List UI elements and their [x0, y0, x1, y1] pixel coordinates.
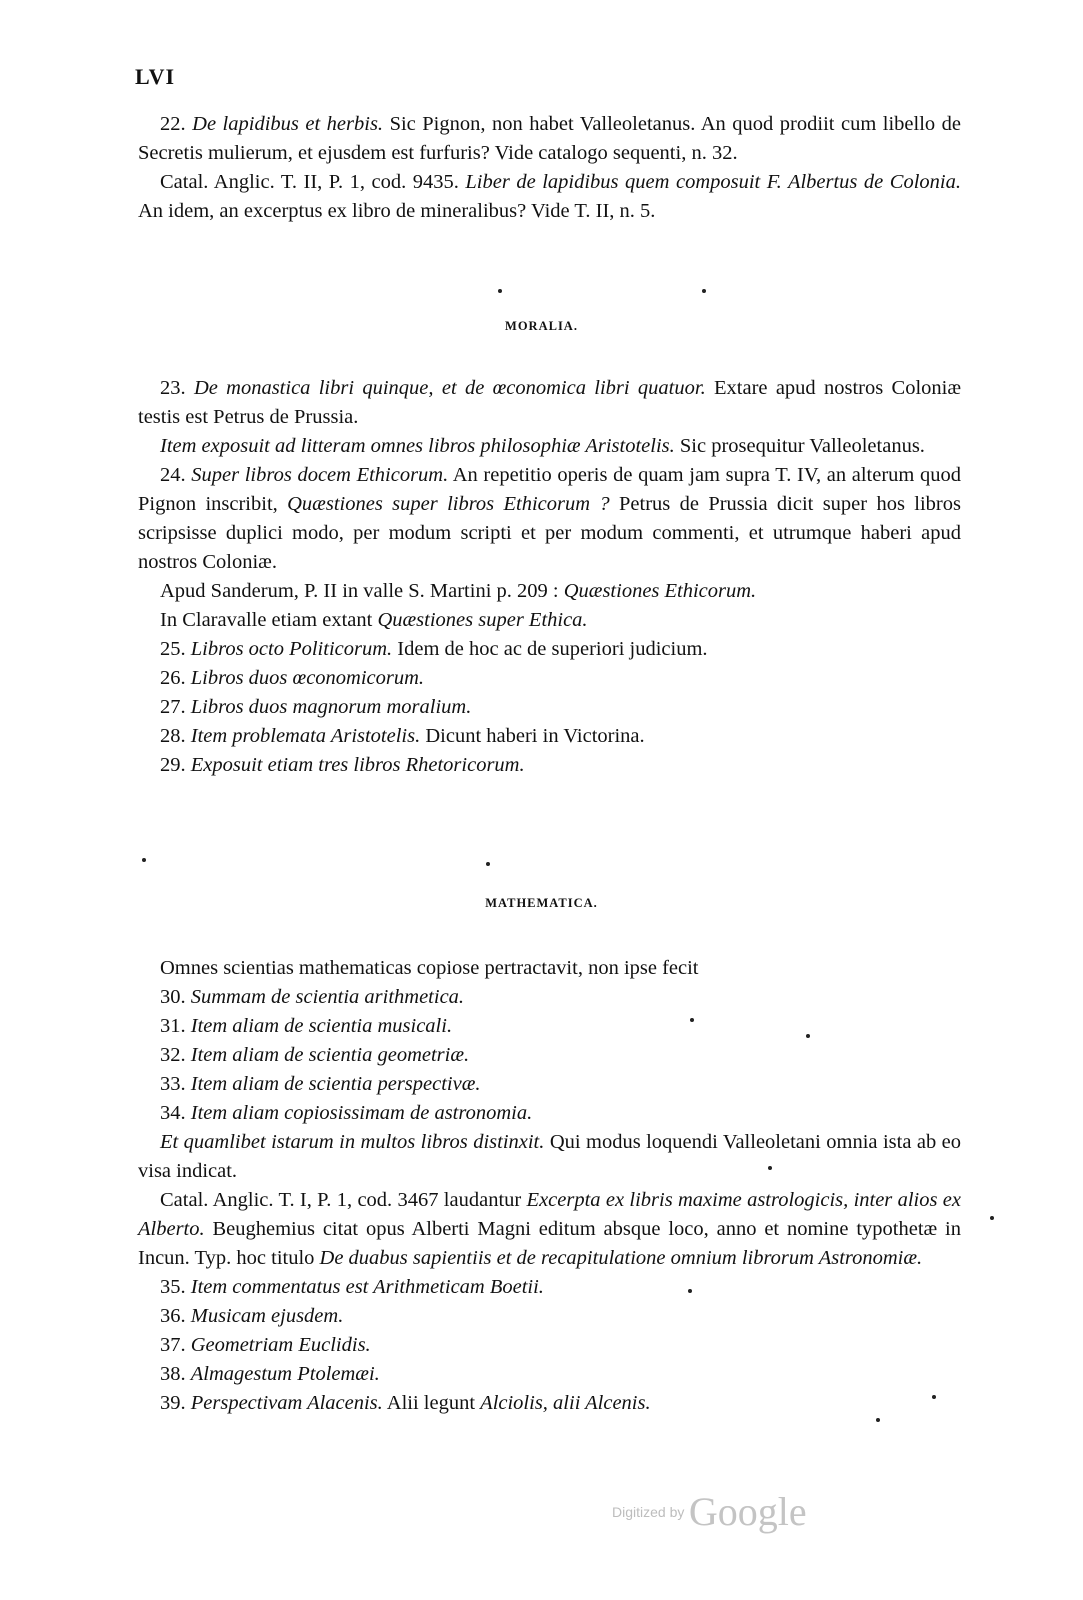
entry-26: 26. Libros duos œconomicorum.	[160, 667, 425, 689]
entry-28: 28. Item problemata Aristotelis. Dicunt haberi in Victorina.	[160, 725, 645, 747]
entry-39: 39. Perspectivam Alacenis. Alii legunt Alciolis, alii Alcenis.	[160, 1392, 651, 1414]
google-logo: Google	[688, 1489, 807, 1534]
catal-anglic-note-1: Catal. Anglic. T. II, P. 1, cod. 9435. Liber de lapidibus quem composuit F. Albertus de Colonia. An idem, an excerptus ex libro de mineralibus? Vide T. II, n. 5.	[138, 171, 961, 222]
section-heading-moralia: MORALIA.	[505, 319, 578, 333]
mathematica-block	[138, 954, 961, 1418]
scan-speck	[498, 289, 502, 293]
claravalle-note: In Claravalle etiam extant Quæstiones super Ethica.	[160, 609, 588, 631]
digitized-by-google-watermark	[612, 1488, 807, 1535]
entry-22: 22. De lapidibus et herbis. Sic Pignon, non habet Valleoletanus. An quod prodiit cum libello de Secretis mulierum, et ejusdem est furfuris? Vide catalogo sequenti, n. 32.	[138, 113, 962, 164]
entry-37: 37. Geometriam Euclidis.	[160, 1334, 371, 1356]
scan-speck	[486, 862, 490, 866]
catal-anglic-note-2: Catal. Anglic. T. I, P. 1, cod. 3467 laudantur Excerpta ex libris maxime astrologicis, inter alios ex Alberto. Beughemius citat opus Alberti Magni editum absque loco, anno et nomine typothetæ in Incun. Typ. hoc titulo De duabus sapientiis et de recapitulatione omnium librorum Astronomiæ.	[138, 1189, 961, 1269]
sanderum-note: Apud Sanderum, P. II in valle S. Martini p. 209 : Quæstiones Ethicorum.	[160, 580, 757, 602]
page-number: LVI	[135, 64, 176, 89]
section-heading-mathematica: MATHEMATICA.	[485, 896, 598, 910]
entry-23: 23. De monastica libri quinque, et de œconomica libri quatuor. Extare apud nostros Coloniæ testis est Petrus de Prussia.	[138, 377, 962, 428]
entry-25: 25. Libros octo Politicorum. Idem de hoc ac de superiori judicium.	[160, 638, 708, 660]
entry-34: 34. Item aliam copiosissimam de astronomia.	[160, 1102, 533, 1124]
scan-speck	[932, 1395, 936, 1399]
entry-38: 38. Almagestum Ptolemæi.	[160, 1363, 380, 1385]
digitized-label: Digitized by	[612, 1504, 685, 1520]
scan-speck	[690, 1018, 694, 1022]
scan-speck	[876, 1418, 880, 1422]
scan-speck	[142, 858, 146, 862]
entry-33: 33. Item aliam de scientia perspectivæ.	[160, 1073, 481, 1095]
mathematica-intro: Omnes scientias mathematicas copiose pertractavit, non ipse fecit	[160, 957, 699, 979]
intro-block	[138, 110, 961, 226]
entry-27: 27. Libros duos magnorum moralium.	[160, 696, 472, 718]
entry-24: 24. Super libros docem Ethicorum. An repetitio operis de quam jam supra T. IV, an alterum quod Pignon inscribit, Quæstiones super libros Ethicorum ? Petrus de Prussia dicit super hos libros scripsisse duplici modo, per modum scripti et per modum commenti, et utrumque haberi apud nostros Coloniæ.	[138, 464, 962, 573]
entry-30: 30. Summam de scientia arithmetica.	[160, 986, 465, 1008]
entry-23-note: Item exposuit ad litteram omnes libros philosophiæ Aristotelis. Sic prosequitur Valleoletanus.	[160, 435, 925, 457]
scan-speck	[806, 1034, 810, 1038]
scan-speck	[688, 1289, 692, 1293]
entry-29: 29. Exposuit etiam tres libros Rhetoricorum.	[160, 754, 525, 776]
moralia-block	[138, 374, 961, 780]
entry-32: 32. Item aliam de scientia geometriæ.	[160, 1044, 470, 1066]
entry-31: 31. Item aliam de scientia musicali.	[160, 1015, 453, 1037]
scan-speck	[768, 1166, 772, 1170]
entry-36: 36. Musicam ejusdem.	[160, 1305, 344, 1327]
scan-speck	[990, 1216, 994, 1220]
scan-speck	[702, 289, 706, 293]
valleoletani-note: Et quamlibet istarum in multos libros distinxit. Qui modus loquendi Valleoletani omnia ista ab eo visa indicat.	[138, 1131, 961, 1182]
entry-35: 35. Item commentatus est Arithmeticam Boetii.	[160, 1276, 544, 1298]
